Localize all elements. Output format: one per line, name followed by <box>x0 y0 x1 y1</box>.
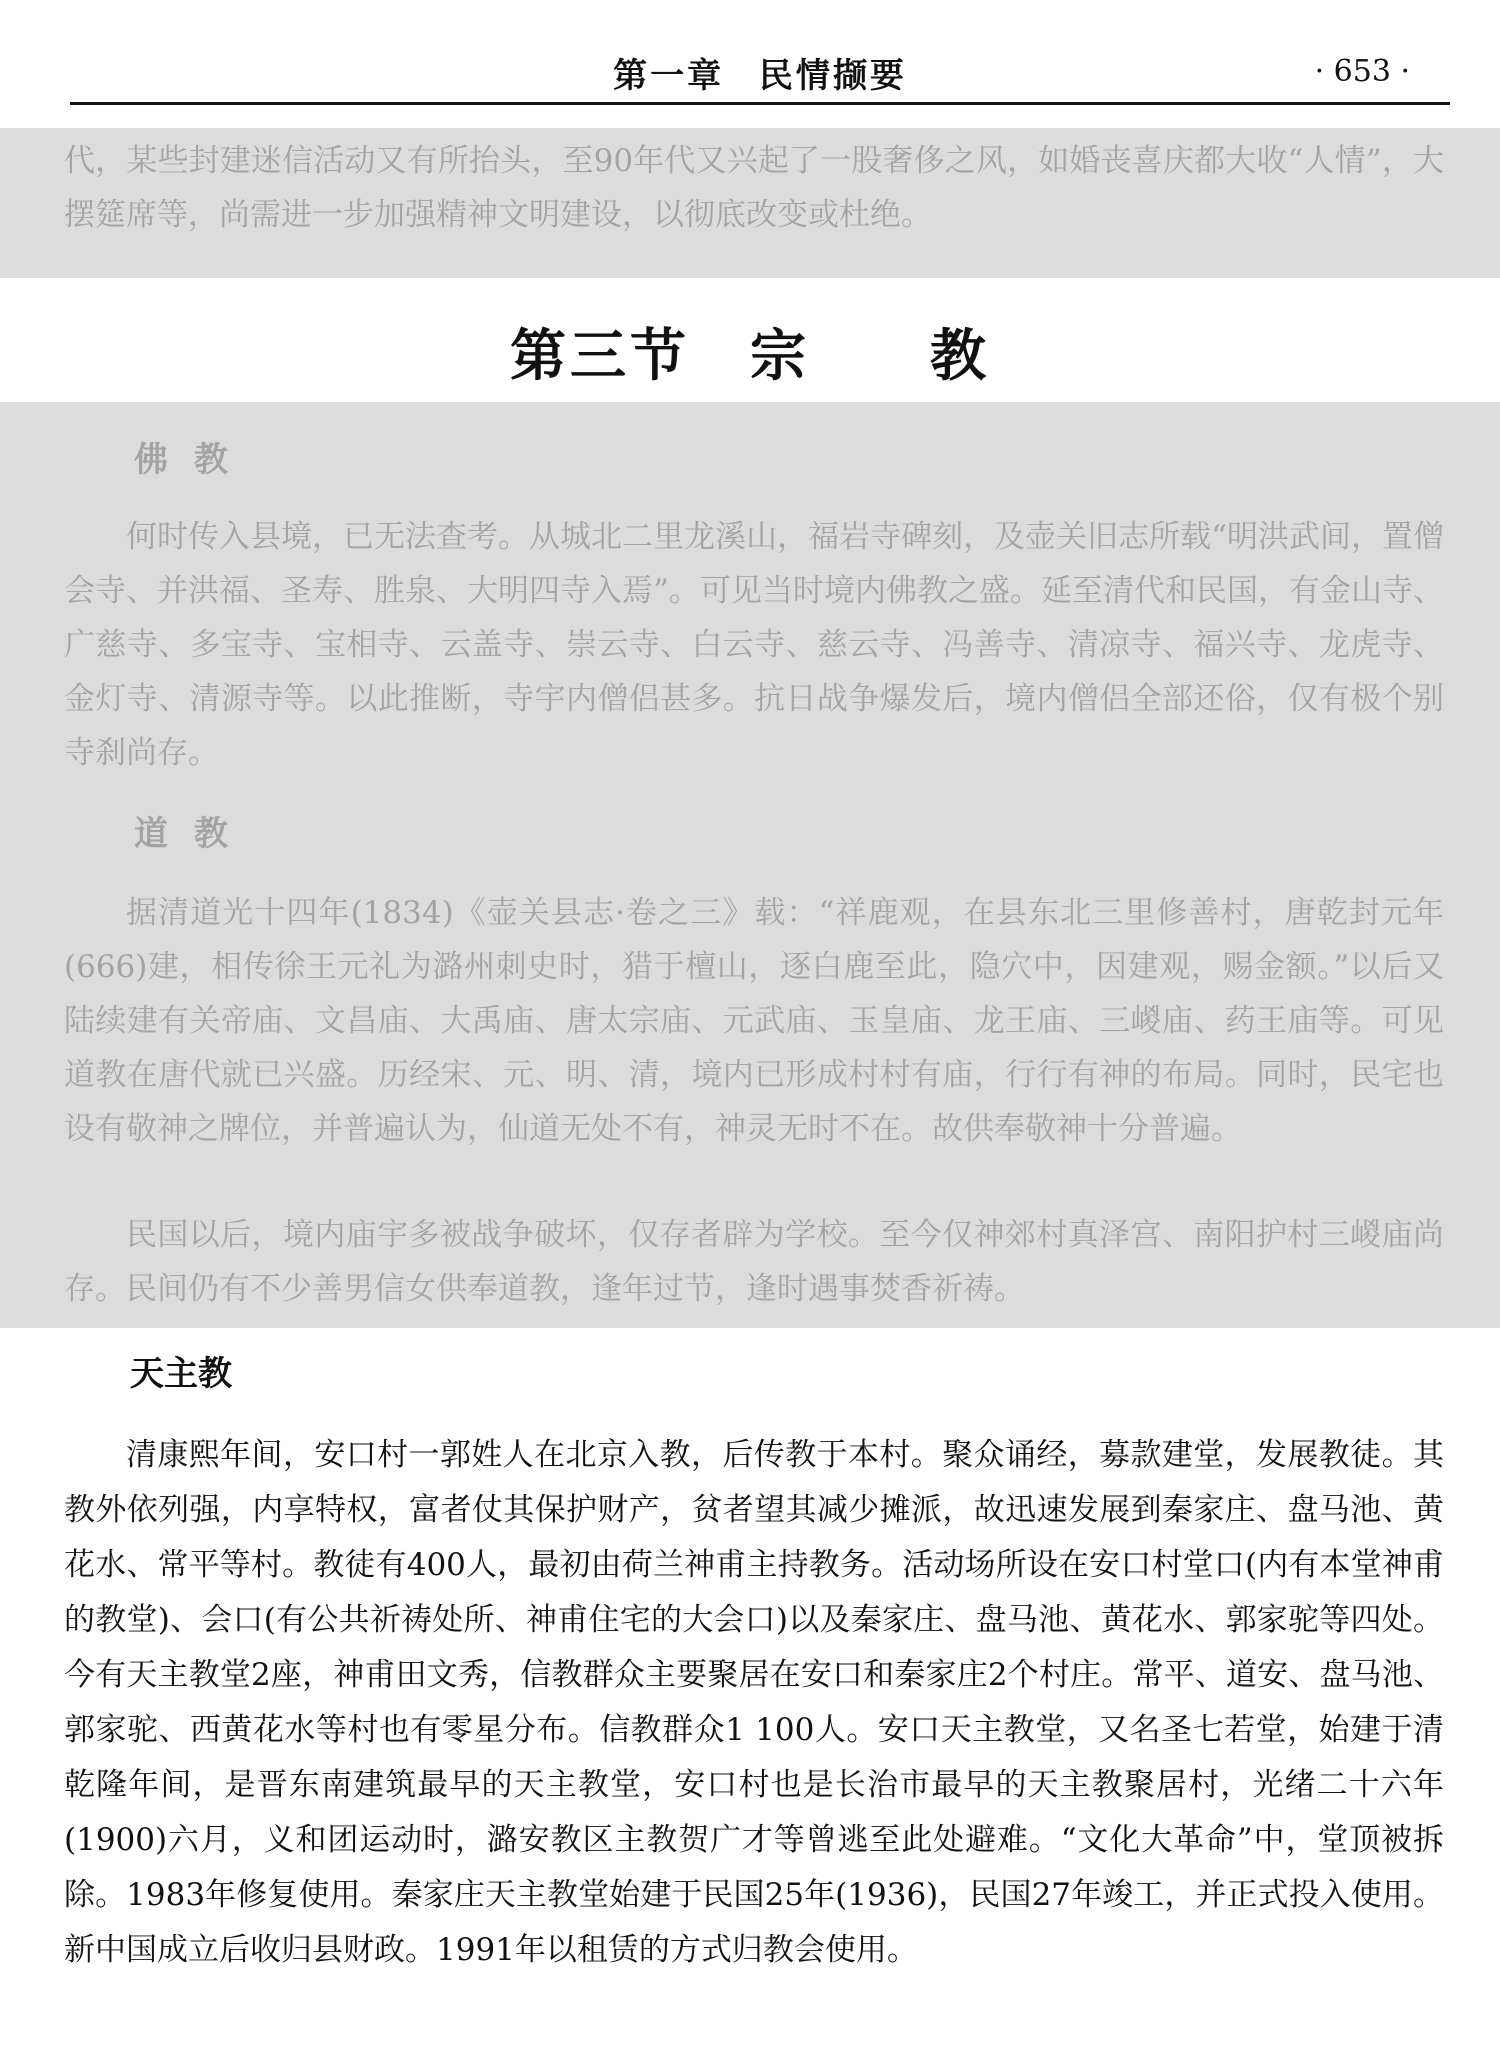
catholicism-paragraph: 清康熙年间，安口村一郭姓人在北京入教，后传教于本村。聚众诵经，募款建堂，发展教徒。其教外依列强，内享特权，富者仗其保护财产，贫者望其减少摊派，故迅速发展到秦家庄、盘马池、黄花水、常平等村。教徒有400人，最初由荷兰神甫主持教务。活动场所设在安口村堂口(内有本堂神甫的教堂)、会口(有公共祈祷处所、神甫住宅的大会口)以及秦家庄、盘马池、黄花水、郭家驼等四处。今有天主教堂2座，神甫田文秀，信教群众主要聚居在安口和秦家庄2个村庄。常平、道安、盘马池、郭家驼、西黄花水等村也有零星分布。信教群众1 100人。安口天主教堂，又名圣七若堂，始建于清乾隆年间，是晋东南建筑最早的天主教堂，安口村也是长治市最早的天主教聚居村，光绪二十六年(1900)六月，义和团运动时，潞安教区主教贺广才等曾逃至此处避难。“文化大革命”中，堂顶被拆除。1983年修复使用。秦家庄天主教堂始建于民国25年(1936)，民国27年竣工，并正式投入使用。新中国成立后收归县财政。1991年以租赁的方式归教会使用。 <box>64 1437 1444 1968</box>
chapter-title: 第一章 民情撷要 <box>613 56 907 96</box>
catholicism-heading: 天主教 <box>130 1354 232 1394</box>
running-header <box>70 40 1450 110</box>
top-fragment-paragraph: 代，某些封建迷信活动又有所抬头，至90年代又兴起了一股奢侈之风，如婚丧喜庆都大收“人情”，大摆筵席等，尚需进一步加强精神文明建设，以彻底改变或杜绝。 <box>64 143 1444 233</box>
page-number: · 653 · <box>1314 54 1410 89</box>
taoism-paragraph-1: 据清道光十四年(1834)《壶关县志·卷之三》载：“祥鹿观，在县东北三里修善村，唐乾封元年(666)建，相传徐王元礼为潞州刺史时，猎于檀山，逐白鹿至此，隐穴中，因建观，赐金额。”以后又陆续建有关帝庙、文昌庙、大禹庙、唐太宗庙、元武庙、玉皇庙、龙王庙、三嵕庙、药王庙等。可见道教在唐代就已兴盛。历经宋、元、明、清，境内已形成村村有庙，行行有神的布局。同时，民宅也设有敬神之牌位，并普遍认为，仙道无处不有，神灵无时不在。故供奉敬神十分普遍。 <box>64 895 1444 1147</box>
buddhism-heading: 佛教 <box>134 440 254 480</box>
section-title-word1: 宗 <box>750 323 810 389</box>
faded-band-main <box>0 402 1500 1328</box>
section-title-number: 第三节 <box>510 323 690 389</box>
section-title <box>0 312 1500 392</box>
taoism-heading: 道教 <box>134 814 254 854</box>
section-title-word2: 教 <box>930 323 990 389</box>
header-rule <box>70 102 1450 105</box>
taoism-paragraph-2: 民国以后，境内庙宇多被战争破坏，仅存者辟为学校。至今仅神郊村真泽宫、南阳护村三嵕庙尚存。民间仍有不少善男信女供奉道教，逢年过节，逢时遇事焚香祈祷。 <box>64 1217 1444 1307</box>
buddhism-paragraph: 何时传入县境，已无法查考。从城北二里龙溪山，福岩寺碑刻，及壶关旧志所载“明洪武间，置僧会寺、并洪福、圣寿、胜泉、大明四寺入焉”。可见当时境内佛教之盛。延至清代和民国，有金山寺、广慈寺、多宝寺、宝相寺、云盖寺、崇云寺、白云寺、慈云寺、冯善寺、清凉寺、福兴寺、龙虎寺、金灯寺、清源寺等。以此推断，寺宇内僧侣甚多。抗日战争爆发后，境内僧侣全部还俗，仅有极个别寺刹尚存。 <box>64 519 1444 771</box>
faded-band-top <box>0 128 1500 278</box>
